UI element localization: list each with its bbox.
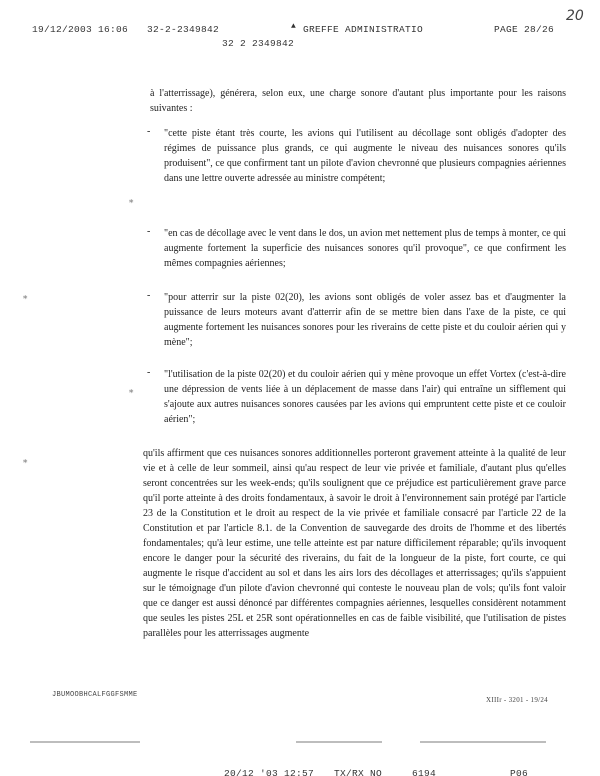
bullet-paragraph-1: "cette piste étant très courte, les avions qui l'utilisent au décollage sont obligés d'adopter des régimes de puissance plus grands, ce qui augmente le niveau des nuisances sonores qu'ils produisent", ce que confirment tant un pilote d'avion chevronné que plusieurs compagnies aériennes dans une lettre ouverte adressée au ministre compétent; [164,128,566,184]
bullet-paragraph-3: "pour atterrir sur la piste 02(20), les avions sont obligés de voler assez bas et d'augmenter la puissance de leurs moteurs avant d'atterrir afin de se mettre bien dans l'axe de la piste, ce qui augmente fortement les nuisances sonores pour les riverains de cette piste et du couloir aérien qui y mène"; [164,292,566,348]
fax-noise [30,741,140,743]
handwritten-page-number: 20 [566,8,584,24]
bullet-paragraph-2: "en cas de décollage avec le vent dans le dos, un avion met nettement plus de temps à monter, ce qui augmente fortement la superficie des nuisances sonores qu'il provoque", ce que confirment les mêmes compagnies aériennes; [164,228,566,269]
bottom-fax-number: 6194 [412,768,437,776]
body-paragraph: qu'ils affirment que ces nuisances sonores additionnelles porteront gravement atteinte à la qualité de leur vie et à celle de leur sommeil, ainsi qu'au respect de leur vie privée et familiale, d'autant plus qu'elles seront concentrées sur les week-ends; qu'ils soulignent que ce préjudice est particulièrement grave parce qu'il porte atteinte à des droits fondamentaux, à savoir le droit à l'environnement sain protégé par l'article 23 de la Constitution et le droit au respect de la vie privée et familiale consacré par l'article 22 de la Constitution et par l'article 8.1. de la Convention de sauvegarde des droits de l'homme et des libertés fondamentales; qu'à leur estime, une telle atteinte est par nature difficilement réparable; qu'ils invoquent encore le danger pour la sécurité des riverains, du fait de la longueur de la piste, fort courte, ce qui augmente le risque d'accident au sol et dans les airs lors des décollages et atterrissages; qu'ils s'appuient sur le témoignage d'un pilote d'avion chevronné qui conteste le nouveau plan de vols; qu'ils font valoir que ce danger est aussi dénoncé par différentes compagnies aériennes, lesquelles considèrent notamment que seules les pistes 25L et 25R sont opérationnelles en cas de faible visibilité, que l'utilisation de pistes parallèles pour les atterrissages augmente [143,448,566,639]
margin-mark-3: ∗ [128,386,135,396]
fax-second-number: 32 2 2349842 [222,38,295,49]
fax-noise [420,741,546,743]
bottom-fax-label: TX/RX NO [334,768,383,776]
bullet-dash: - [147,367,151,378]
fax-number: 32-2-2349842 [147,24,220,35]
bullet-dash: - [147,126,151,137]
fax-sender: GREFFE ADMINISTRATIO [303,24,424,35]
footer-right-code: XIIIr - 3201 - 19/24 [486,696,548,704]
fax-page: PAGE 28/26 [494,24,555,35]
bullet-dash: - [147,290,151,301]
margin-mark-2: ∗ [22,292,29,302]
fax-date: 19/12/2003 [32,24,93,35]
footer-left-code: JBUMOOBHCALFGGFSMME [52,691,138,699]
fax-time: 16:06 [98,24,129,35]
bottom-fax-page: P06 [510,768,529,776]
margin-mark-4: ∗ [22,456,29,466]
bullet-paragraph-4: "l'utilisation de la piste 02(20) et du couloir aérien qui y mène provoque un effet Vortex (c'est-à-dire une dépression de vents liée à un déplacement de masse dans l'air) qui entraîne un sifflement qui s'ajoute aux autres nuisances sonores causées par les avions qui empruntent cette piste et ce couloir aérien"; [164,369,566,425]
bullet-dash: - [147,226,151,237]
margin-mark-1: ∗ [128,196,135,206]
bottom-fax-time: 20/12 '03 12:57 [224,768,315,776]
fax-noise [296,741,382,743]
intro-paragraph: à l'atterrissage), générera, selon eux, une charge sonore d'autant plus importante pour les raisons suivantes : [150,88,566,114]
triangle-icon: ▲ [291,22,297,31]
